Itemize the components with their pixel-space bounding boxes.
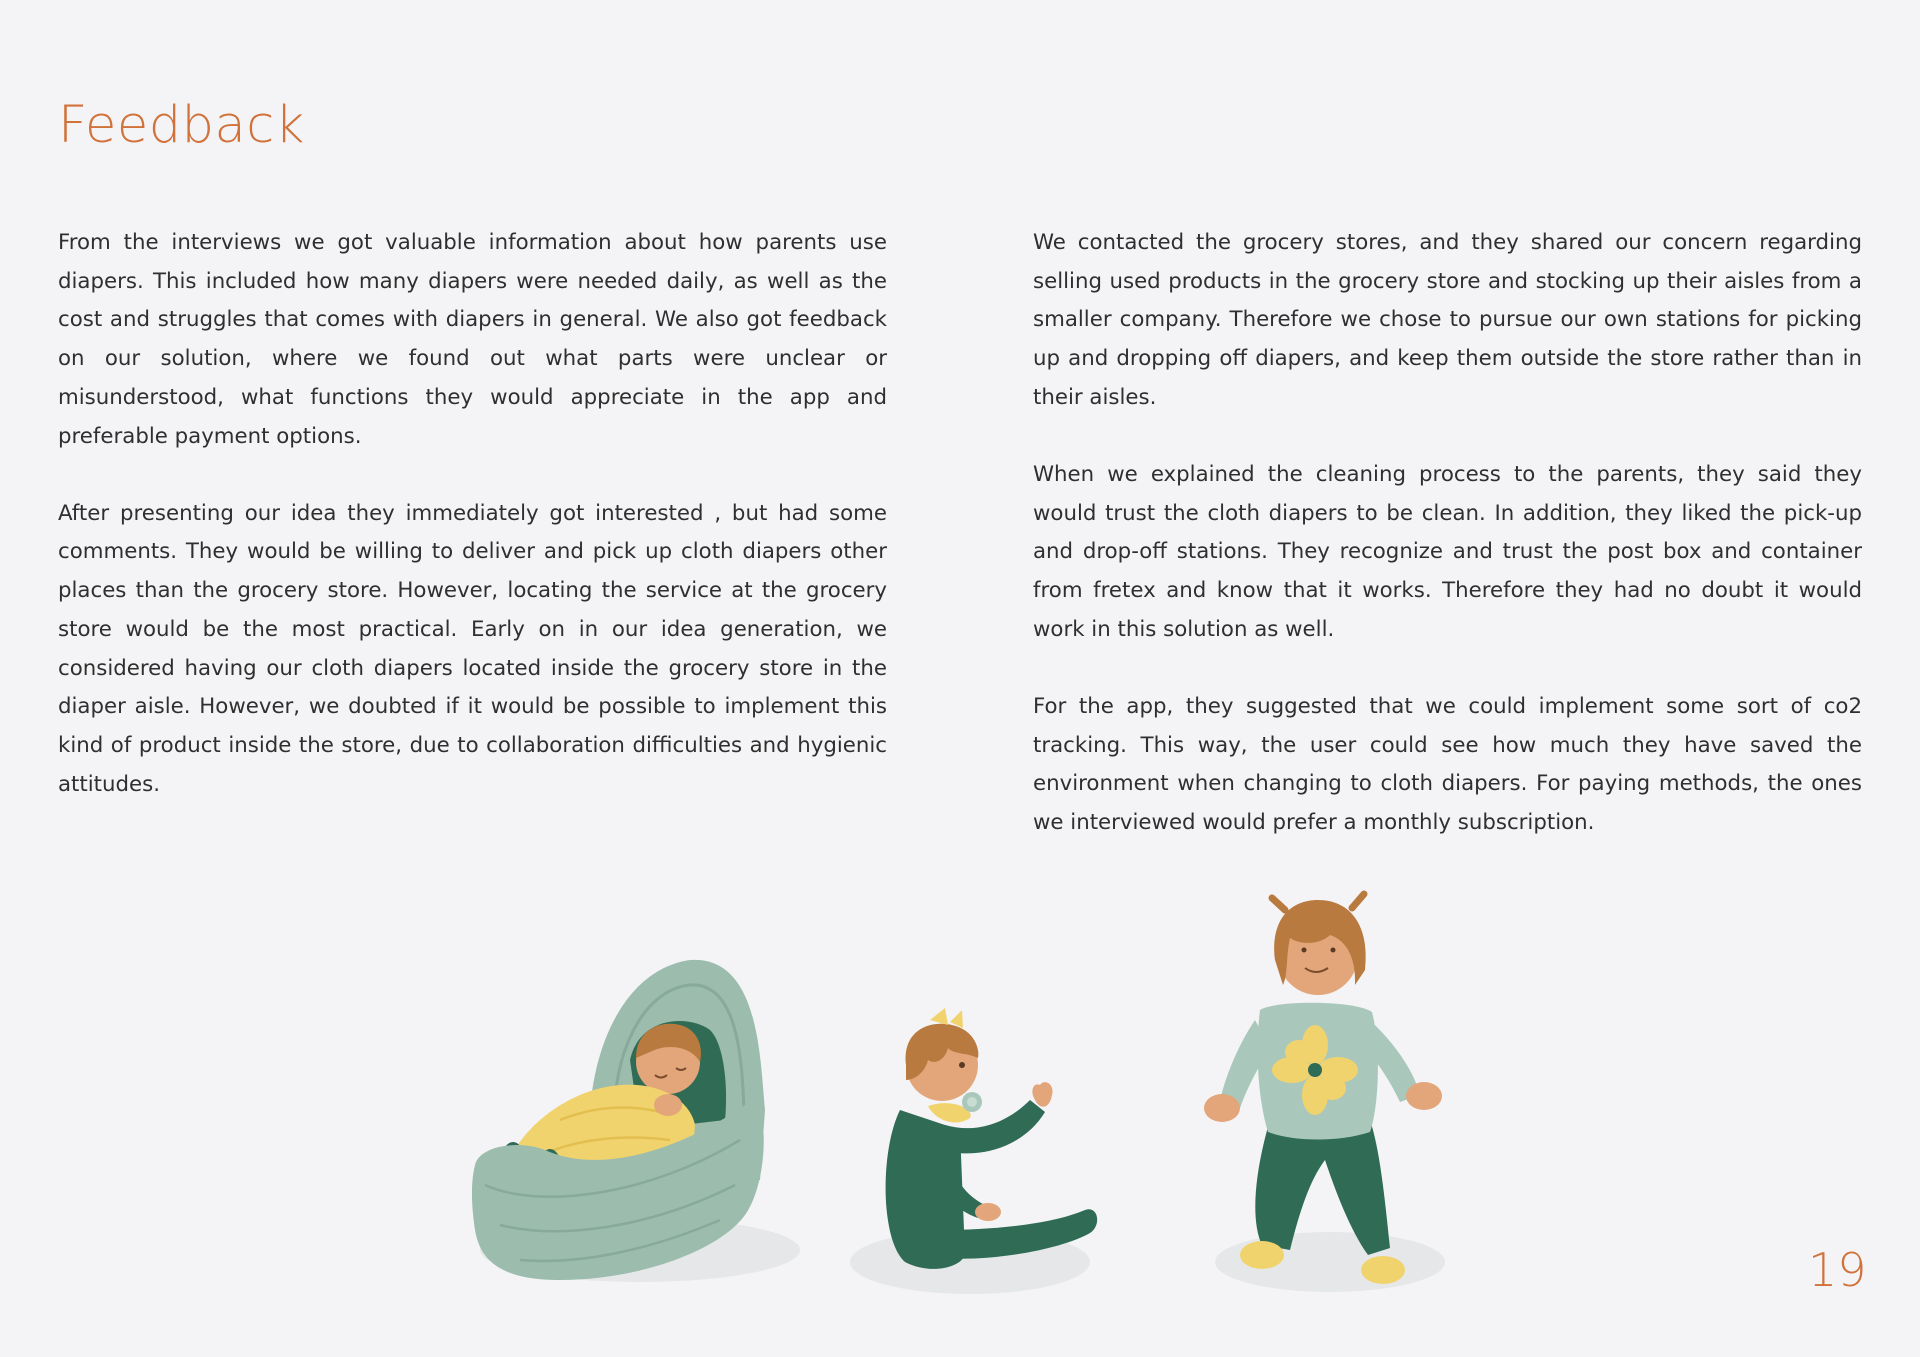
page-number: 19 [1808,1243,1867,1297]
baby-in-bassinet-figure [472,960,800,1282]
paragraph-app-suggestions: For the app, they suggested that we could implement some sort of co2 tracking. This way, the user could see how much they have saved the environment when changing to cloth diapers. For paying methods, the ones we interviewed would prefer a monthly subscription. [1033,694,1862,836]
paragraph-interviews: From the interviews we got valuable information about how parents use diapers. This included how many diapers were needed daily, as well as the cost and struggles that comes with diapers in general. We also got feedback on our solution, where we found out what parts were unclear or misunderstood, what functions they would appreciate in the app and preferable payment options. [58,230,887,449]
paragraph-cleaning-process: When we explained the cleaning process to the parents, they said they would trust the cloth diapers to be clean. In addition, they liked the pick-up and drop-off stations. They recognize and trust the post box and container from fretex and know that it works. Therefore they had no doubt it would work in this solution as well. [1033,462,1862,642]
paragraph-grocery-stores: We contacted the grocery stores, and they shared our concern regarding selling used products in the grocery store and stocking up their aisles from a smaller company. Therefore we chose to pursue our own stations for picking up and dropping off diapers, and keep them outside the store rather than in their aisles. [1033,230,1862,410]
children-illustration [0,880,1920,1320]
paragraph-idea-presentation: After presenting our idea they immediately got interested , but had some comments. They would be willing to deliver and pick up cloth diapers other places than the grocery store. However, locating the service at the grocery store would be the most practical. Early on in our idea generation, we considered having our cloth diapers located inside the grocery store in the diaper aisle. However, we doubted if it would be possible to implement this kind of product inside the store, due to collaboration difficulties and hygienic attitudes. [58,500,887,797]
right-text-column [1033,224,1862,843]
walking-girl-figure [1204,894,1445,1292]
sitting-toddler-figure [850,1008,1097,1294]
page-title: Feedback [58,96,305,155]
left-text-column [58,224,887,804]
